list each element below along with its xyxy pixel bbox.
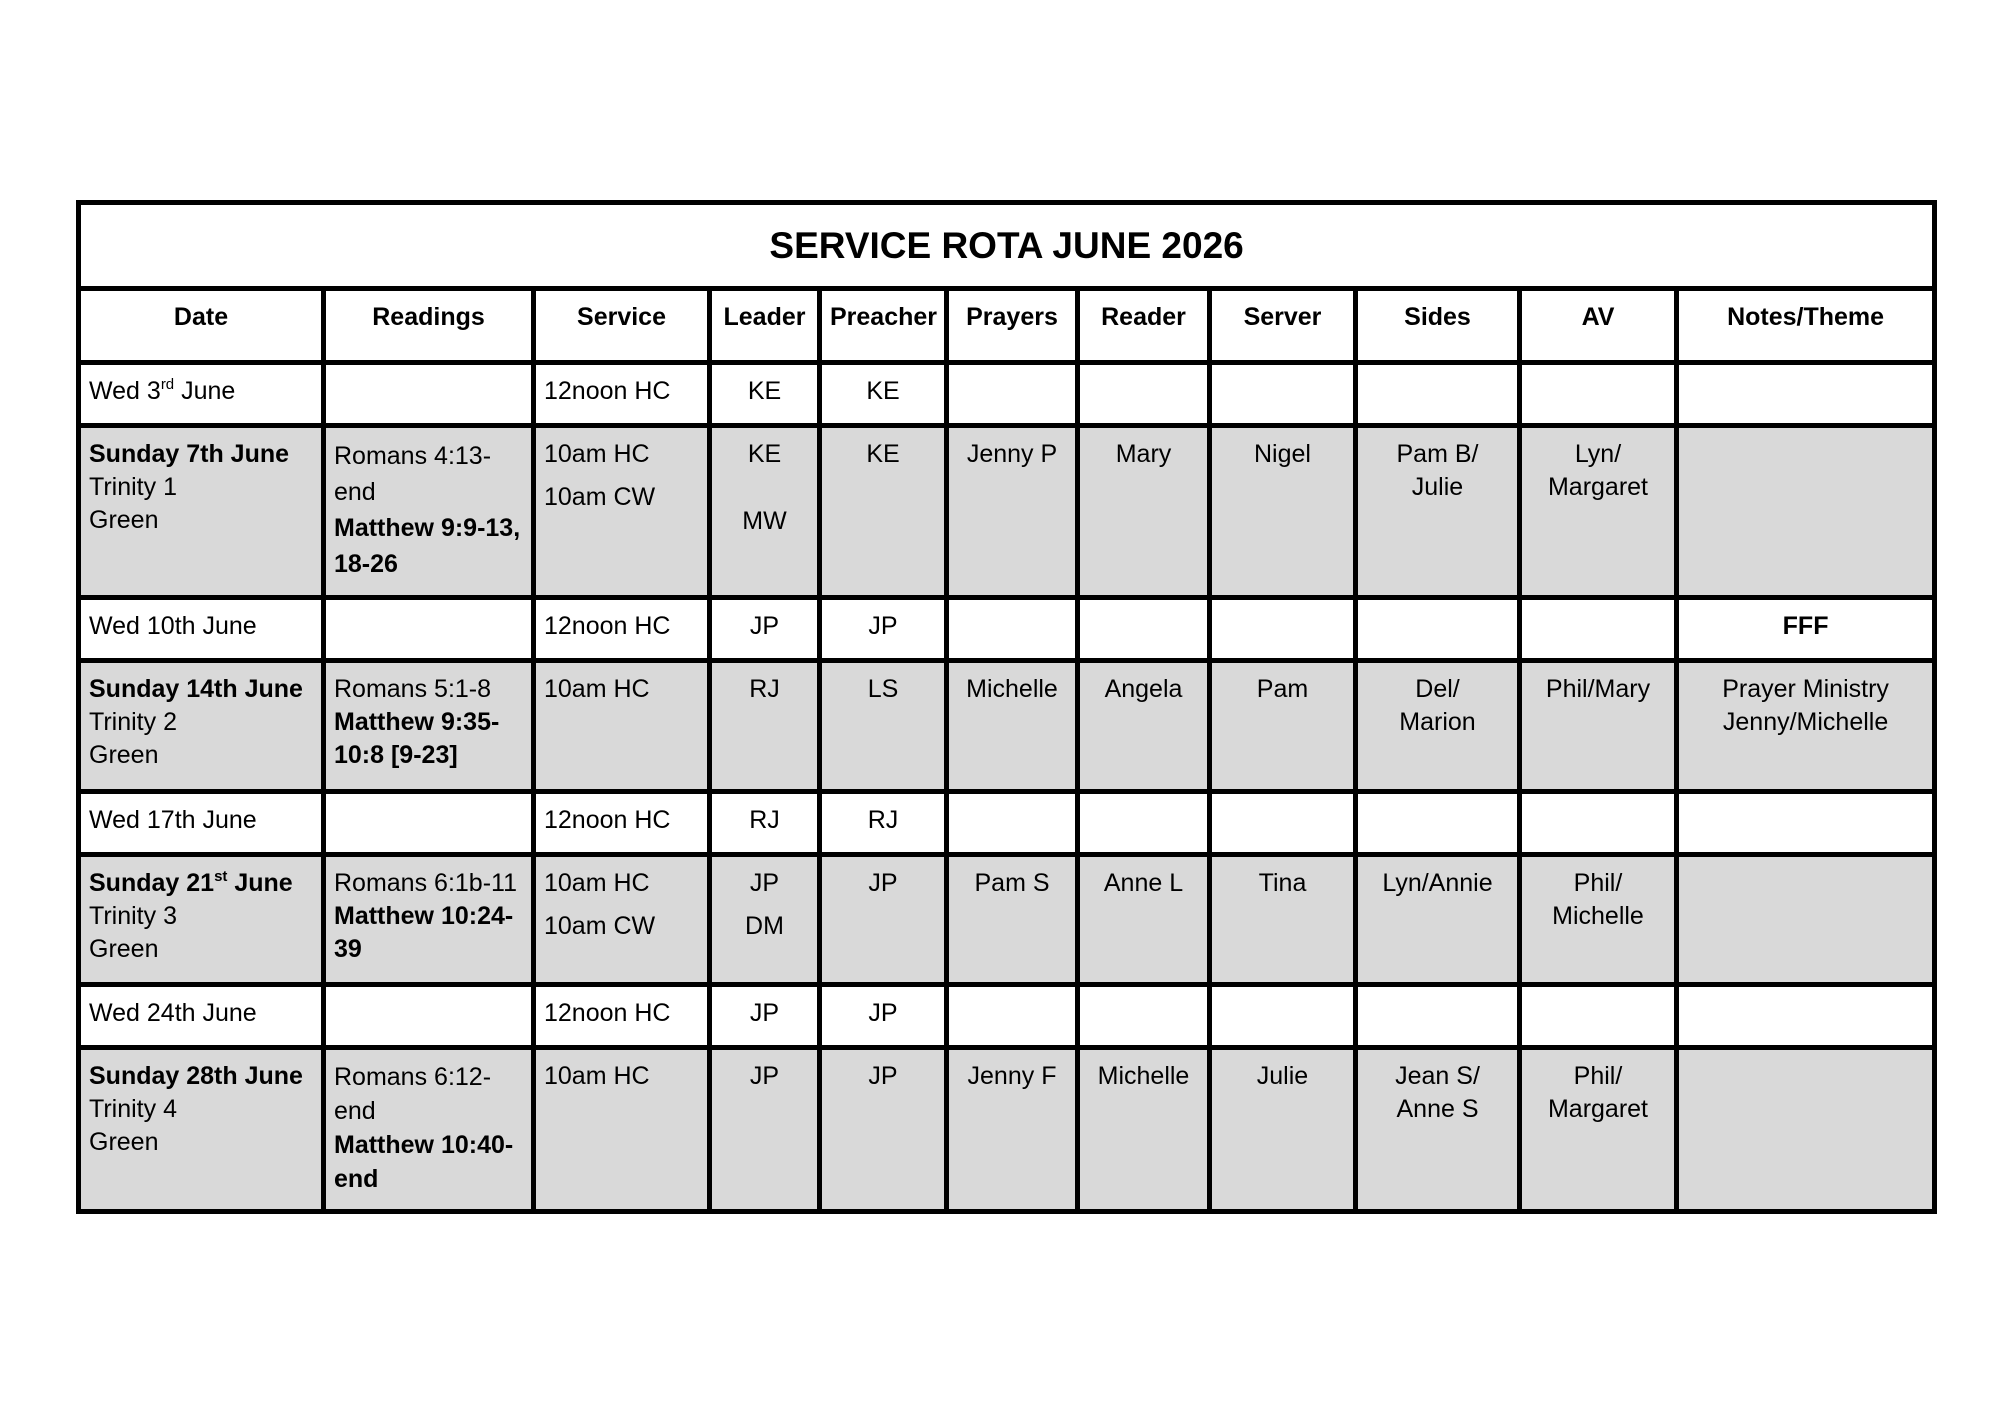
sides-cell: Lyn/Annie [1356, 855, 1520, 985]
server-cell [1210, 363, 1356, 426]
notes-cell: FFF [1677, 598, 1935, 661]
header-notes-theme: Notes/Theme [1677, 289, 1935, 363]
leader-cell: JP [710, 1048, 820, 1212]
table-row [79, 855, 1935, 985]
prayers-cell: Pam S [947, 855, 1078, 985]
header-service: Service [534, 289, 710, 363]
reading-gospel: Matthew 9:9-13, 18-26 [334, 514, 521, 578]
date-cell [79, 1048, 324, 1212]
service-cell: 10am HC [534, 661, 710, 792]
header-server: Server [1210, 289, 1356, 363]
date-label: Sunday 21st June [89, 868, 293, 897]
date-cell [79, 661, 324, 792]
leader-cell: JP [710, 985, 820, 1048]
reading-first: Romans 4:13-end [334, 442, 492, 506]
notes-cell [1677, 1048, 1935, 1212]
leader-cell [710, 426, 820, 598]
leader-cell: KE [710, 363, 820, 426]
header-leader: Leader [710, 289, 820, 363]
prayers-cell: Jenny F [947, 1048, 1078, 1212]
sides-cell: Del/ Marion [1356, 661, 1520, 792]
preacher-cell: RJ [820, 792, 947, 855]
preacher-cell: JP [820, 598, 947, 661]
header-av: AV [1520, 289, 1677, 363]
service-first: 10am HC [544, 440, 650, 468]
av-cell [1520, 792, 1677, 855]
readings-cell [324, 792, 534, 855]
service-rota-table [76, 200, 1937, 1214]
liturgical-colour: Green [89, 741, 159, 769]
server-cell: Pam [1210, 661, 1356, 792]
readings-cell [324, 363, 534, 426]
prayers-cell: Jenny P [947, 426, 1078, 598]
server-cell: Tina [1210, 855, 1356, 985]
season-label: Trinity 3 [89, 902, 177, 930]
preacher-cell: LS [820, 661, 947, 792]
service-cell [534, 426, 710, 598]
date-cell [79, 855, 324, 985]
preacher-cell: KE [820, 426, 947, 598]
server-cell: Nigel [1210, 426, 1356, 598]
liturgical-colour: Green [89, 506, 159, 534]
readings-cell [324, 855, 534, 985]
header-date: Date [79, 289, 324, 363]
reader-cell: Angela [1078, 661, 1210, 792]
reader-cell [1078, 363, 1210, 426]
table-row [79, 1048, 1935, 1212]
server-cell [1210, 598, 1356, 661]
notes-cell [1677, 855, 1935, 985]
av-cell [1520, 598, 1677, 661]
leader-cell: JP [710, 598, 820, 661]
date-cell: Wed 17th June [79, 792, 324, 855]
av-cell [1520, 363, 1677, 426]
preacher-cell: JP [820, 1048, 947, 1212]
reader-cell: Michelle [1078, 1048, 1210, 1212]
table-row [79, 363, 1935, 426]
table-row [79, 985, 1935, 1048]
prayers-cell [947, 985, 1078, 1048]
notes-cell [1677, 985, 1935, 1048]
date-cell [79, 426, 324, 598]
prayers-cell [947, 598, 1078, 661]
service-cell: 12noon HC [534, 792, 710, 855]
service-second: 10am CW [544, 912, 656, 940]
reader-cell [1078, 598, 1210, 661]
header-readings: Readings [324, 289, 534, 363]
table-row [79, 598, 1935, 661]
server-cell: Julie [1210, 1048, 1356, 1212]
readings-cell [324, 426, 534, 598]
date-cell: Wed 10th June [79, 598, 324, 661]
service-cell: 12noon HC [534, 363, 710, 426]
rota-title: SERVICE ROTA JUNE 2026 [79, 203, 1935, 289]
av-cell: Phil/ Margaret [1520, 1048, 1677, 1212]
notes-cell [1677, 363, 1935, 426]
date-cell: Wed 3rd June [79, 363, 324, 426]
av-cell: Phil/Mary [1520, 661, 1677, 792]
readings-cell [324, 985, 534, 1048]
leader-cell: RJ [710, 661, 820, 792]
prayers-cell [947, 363, 1078, 426]
reading-gospel: Matthew 10:40-end [334, 1131, 514, 1193]
liturgical-colour: Green [89, 1128, 159, 1156]
sides-cell [1356, 792, 1520, 855]
header-reader: Reader [1078, 289, 1210, 363]
readings-cell [324, 598, 534, 661]
date-label: Sunday 28th June [89, 1062, 303, 1090]
notes-cell: Prayer Ministry Jenny/Michelle [1677, 661, 1935, 792]
prayers-cell: Michelle [947, 661, 1078, 792]
leader-first: JP [749, 869, 780, 897]
sides-cell [1356, 985, 1520, 1048]
server-cell [1210, 792, 1356, 855]
service-cell [534, 855, 710, 985]
sides-cell [1356, 363, 1520, 426]
reading-gospel: Matthew 9:35-10:8 [9-23] [334, 708, 500, 769]
date-label: Sunday 7th June [89, 440, 290, 468]
service-second: 10am CW [544, 483, 656, 511]
reading-first: Romans 6:1b-11 [334, 869, 517, 897]
readings-cell [324, 661, 534, 792]
header-prayers: Prayers [947, 289, 1078, 363]
av-cell: Phil/ Michelle [1520, 855, 1677, 985]
sides-cell [1356, 598, 1520, 661]
header-row [79, 289, 1935, 363]
liturgical-colour: Green [89, 935, 159, 963]
reading-first: Romans 5:1-8 [334, 675, 492, 703]
server-cell [1210, 985, 1356, 1048]
sides-cell: Jean S/ Anne S [1356, 1048, 1520, 1212]
preacher-cell: JP [820, 985, 947, 1048]
header-sides: Sides [1356, 289, 1520, 363]
season-label: Trinity 4 [89, 1095, 177, 1123]
season-label: Trinity 2 [89, 708, 177, 736]
preacher-cell: JP [820, 855, 947, 985]
leader-first: KE [747, 440, 782, 468]
notes-cell [1677, 426, 1935, 598]
reader-cell: Anne L [1078, 855, 1210, 985]
table-row [79, 661, 1935, 792]
reader-cell [1078, 792, 1210, 855]
leader-cell: RJ [710, 792, 820, 855]
service-cell: 12noon HC [534, 985, 710, 1048]
leader-second: MW [742, 507, 787, 535]
table-row [79, 426, 1935, 598]
av-cell: Lyn/ Margaret [1520, 426, 1677, 598]
reader-cell: Mary [1078, 426, 1210, 598]
table-row [79, 792, 1935, 855]
av-cell [1520, 985, 1677, 1048]
season-label: Trinity 1 [89, 473, 177, 501]
readings-cell [324, 1048, 534, 1212]
date-label: Sunday 14th June [89, 675, 303, 703]
service-cell: 12noon HC [534, 598, 710, 661]
leader-cell [710, 855, 820, 985]
reader-cell [1078, 985, 1210, 1048]
sides-cell: Pam B/ Julie [1356, 426, 1520, 598]
header-preacher: Preacher [820, 289, 947, 363]
prayers-cell [947, 792, 1078, 855]
preacher-cell: KE [820, 363, 947, 426]
service-cell: 10am HC [534, 1048, 710, 1212]
date-cell: Wed 24th June [79, 985, 324, 1048]
notes-cell [1677, 792, 1935, 855]
leader-second: DM [745, 912, 784, 940]
reading-gospel: Matthew 10:24-39 [334, 902, 514, 963]
reading-first: Romans 6:12-end [334, 1063, 492, 1125]
service-first: 10am HC [544, 869, 650, 897]
